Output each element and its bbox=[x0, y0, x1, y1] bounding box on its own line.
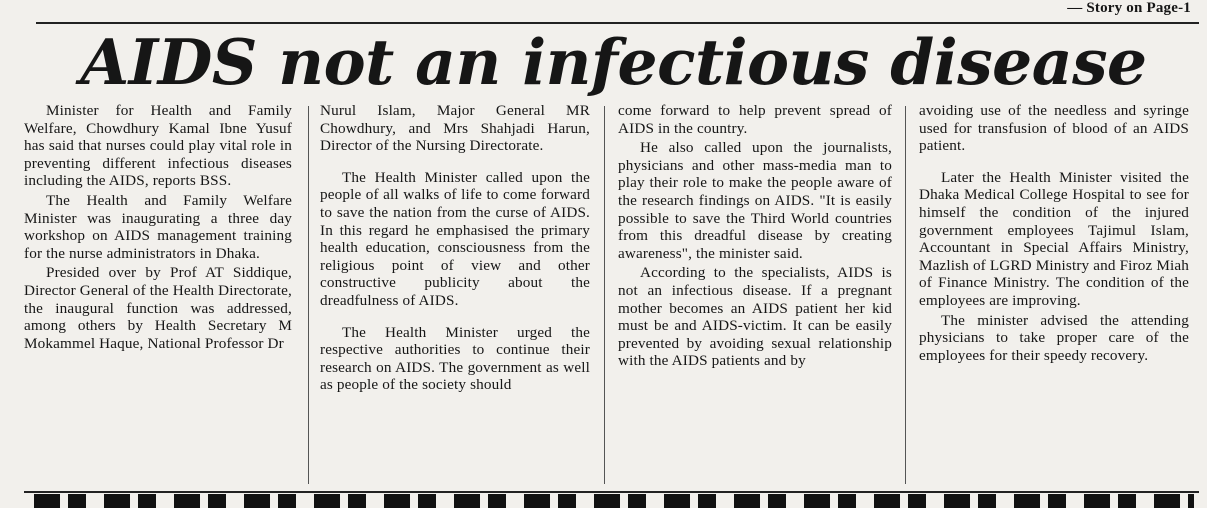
paragraph: The Health and Family Welfare Minister was inaugurating a three day workshop on AIDS management training for the nurse administrators in Dhaka. bbox=[24, 191, 292, 262]
column-1 bbox=[24, 102, 292, 490]
top-rule bbox=[36, 22, 1199, 24]
paragraph: avoiding use of the needless and syringe used for transfusion of blood of an AIDS patient. bbox=[919, 102, 1189, 155]
paragraph: Presided over by Prof AT Siddique, Director General of the Health Directorate, the inaugural function was addressed, among others by Health Secretary M Mokammel Haque, National Professor Dr bbox=[24, 264, 292, 352]
paragraph: Nurul Islam, Major General MR Chowdhury, and Mrs Shahjadi Harun, Director of the Nursing Directorate. bbox=[320, 102, 590, 155]
article-body bbox=[24, 102, 1196, 490]
paragraph: come forward to help prevent spread of AIDS in the country. bbox=[618, 102, 892, 137]
paragraph: Later the Health Minister visited the Dhaka Medical College Hospital to see for himself the condition of the injured government employees Tajimul Islam, Accountant in Special Affairs Ministry, Mazlish of LGRD Ministry and Firoz Miah of Finance Ministry. The condition of the employees are improving. bbox=[919, 168, 1189, 309]
column-2 bbox=[320, 102, 590, 490]
paragraph: The minister advised the attending physicians to take proper care of the employees for their speedy recovery. bbox=[919, 311, 1189, 364]
column-3 bbox=[618, 102, 892, 490]
paragraph: The Health Minister urged the respective authorities to continue their research on AIDS. The government as well as people of the society should bbox=[320, 323, 590, 394]
paragraph: According to the specialists, AIDS is not an infectious disease. If a pregnant mother becomes an AIDS patient her kid must be and AIDS-victim. It can be easily prevented by avoiding sexual relationship with the AIDS patients and by bbox=[618, 264, 892, 370]
bottom-rule bbox=[24, 491, 1199, 493]
paragraph: He also called upon the journalists, physicians and other mass-media man to play their role to make the people aware of the research findings on AIDS. "It is easily possible to save the Third World countries from this dreadful disease by creating awareness", the minister said. bbox=[618, 139, 892, 262]
paragraph: The Health Minister called upon the people of all walks of life to come forward to save the nation from the curse of AIDS. In this regard he emphasised the primary health education, consciousness from the religious point of view and other constructive publicity about the dreadfulness of AIDS. bbox=[320, 168, 590, 309]
column-4 bbox=[919, 102, 1189, 490]
story-reference: — Story on Page-1 bbox=[1067, 0, 1191, 16]
headline: AIDS not an infectious disease bbox=[80, 25, 1147, 99]
cropped-next-headline bbox=[34, 494, 1194, 508]
paragraph: Minister for Health and Family Welfare, Chowdhury Kamal Ibne Yusuf has said that nurses could play vital role in preventing different infectious diseases including the AIDS, reports BSS. bbox=[24, 102, 292, 190]
